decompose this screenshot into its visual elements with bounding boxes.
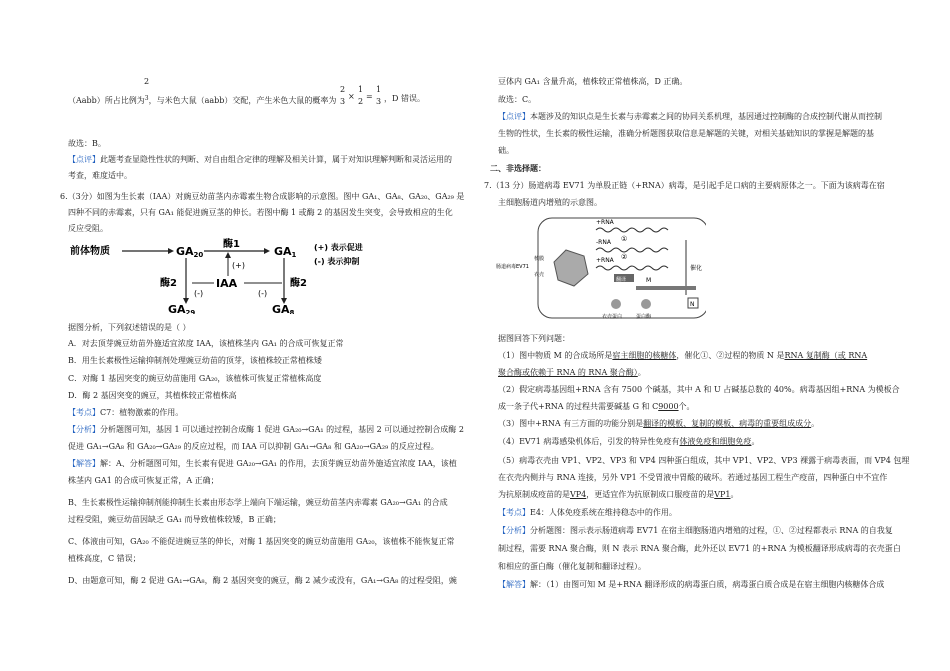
iaa-label: IAA <box>216 277 238 290</box>
fraction-denominator: 3 <box>144 95 149 102</box>
q6-answer: 故选：C。 <box>498 95 537 104</box>
legend-promote: (+) 表示促进 <box>314 243 363 252</box>
q6-solution-6: 植株高度，C 错误； <box>68 554 141 563</box>
ev71-replication-figure <box>496 210 706 322</box>
protease-label: 蛋白酶 <box>636 314 652 320</box>
q6-stem-2: 四种不同的赤霉素，只有 GA₁ 能促进豌豆茎的伸长。若图中酶 1 或酶 2 的基因发生突变，会导致相应的生化 <box>68 208 453 217</box>
answer-blank: 体液免疫和细胞免疫 <box>679 437 752 446</box>
q6-solution-4: 过程受阻，豌豆幼苗因缺乏 GA₁ 而导致植株较矮，B 正确； <box>68 515 281 524</box>
q6-stem-1: 6.（3分）如图为生长素（IAA）对豌豆幼苗茎内赤霉素生物合成影响的示意图。图中 GA₁、GA₈、GA₂₀、GA₂₉ 是 <box>60 192 465 201</box>
times-sign: × <box>348 92 355 101</box>
text: 。 <box>730 490 739 499</box>
comment-text: 本题涉及的知识点是生长素与赤霉素之间的协同关系机理，基因通过控制酶的合成控制代谢从而控制 <box>530 112 882 121</box>
q7-answer-3 <box>498 418 819 429</box>
answer-blank: 9000 <box>658 402 679 411</box>
q7-knowledge-point <box>498 507 677 518</box>
q6-ask: 据图分析，下列叙述错误的是（ ） <box>68 323 191 332</box>
promote-sign: (+) <box>232 261 245 270</box>
protease-icon <box>641 299 651 309</box>
solution-tag: 【解答】 <box>68 459 100 468</box>
q6-solution-2: 株茎内 GA1 的合成可恢复正常，A 正确； <box>68 476 219 485</box>
q6-solution-3: B、生长素极性运输抑制剂能抑制生长素由形态学上端向下端运输，豌豆幼苗茎内赤霉素 GA₂₀→GA₁ 的合成 <box>68 498 448 507</box>
ga8-label: GA8 <box>272 303 295 314</box>
q5-end-tail: ，D 错误。 <box>384 94 425 103</box>
inhibit-sign-left: (-) <box>194 289 204 298</box>
option-a: A．对去顶芽豌豆幼苗外施适宜浓度 IAA，该植株茎内 GA₁ 的合成可恢复正常 <box>68 339 344 348</box>
q6-solution-1 <box>68 458 457 469</box>
analysis-text: 分析题图可知，基因 1 可以通过控制合成酶 1 促进 GA₂₀→GA₁ 的过程，基因 2 可以通过控制合成酶 2 <box>100 425 464 434</box>
polyprotein-bar <box>636 286 696 290</box>
virus-label: 肠道病毒EV71 <box>496 264 529 270</box>
q7-solution-1 <box>498 579 884 590</box>
rna-label-1: +RNA <box>596 219 614 226</box>
legend-inhibit: (-) 表示抑制 <box>314 257 360 266</box>
text: （3）图中+RNA 有三方面的功能分别是 <box>498 419 644 428</box>
ga1-label: GA1 <box>274 245 297 259</box>
q7-answer-1b <box>498 367 646 378</box>
option-d: D．酶 2 基因突变的豌豆，其植株较正常植株高 <box>68 391 237 400</box>
precursor-label: 前体物质 <box>70 246 110 257</box>
enzyme1-label: 酶1 <box>223 239 240 250</box>
q6-comment-1 <box>498 111 882 122</box>
section-heading: 二、非选择题： <box>490 163 546 173</box>
frac-num-3: 1 <box>376 85 382 94</box>
analysis-text: 分析题图：图示表示肠道病毒 EV71 在宿主细胞肠道内增殖的过程，①、②过程都表示 RNA 的自我复 <box>530 526 893 535</box>
q7-answer-2b <box>498 401 695 412</box>
kp-text: E4：人体免疫系统在维持稳态中的作用。 <box>530 508 677 517</box>
answer-blank: 宿主细胞的核糖体 <box>612 351 677 360</box>
capsid-protein-label: 衣壳蛋白 <box>602 314 623 320</box>
q7-answer-2: （2）假定病毒基因组+RNA 含有 7500 个碱基，其中 A 和 U 占碱基总数的 40%。病毒基因组+RNA 为模板合 <box>498 385 900 394</box>
analysis-tag: 【分析】 <box>68 425 100 434</box>
comment-tag: 【点评】 <box>68 155 100 164</box>
q6-knowledge-point <box>68 407 183 418</box>
rna-strand-1 <box>596 228 668 232</box>
answer-blank: 聚合酶或依赖于 RNA 的 RNA 聚合酶） <box>498 368 638 377</box>
capsid-protein-icon <box>611 299 621 309</box>
rna-label-3: +RNA <box>596 257 614 264</box>
enzyme2-right: 酶2 <box>290 278 307 289</box>
rna-strand-2 <box>596 248 668 252</box>
answer-blank: RNA 复制酶（或 RNA <box>784 351 868 360</box>
capsid-label: 衣壳 <box>534 272 545 278</box>
q7-ask: 据图回答下列问题： <box>498 334 570 343</box>
answer-blank: VP1 <box>714 490 731 499</box>
solution-text: 解：A、分析题图可知，生长素有促进 GA₂₀→GA₁ 的作用，去顶芽豌豆幼苗外施适宜浓度 IAA，该植 <box>100 459 457 468</box>
inhibit-sign-right: (-) <box>258 289 268 298</box>
text: 成一条子代+RNA 的过程共需要碱基 G 和 C <box>498 402 659 411</box>
rna-strand-3 <box>596 266 668 270</box>
q6-solution-end: 豆体内 GA₁ 含量升高，植株较正常植株高，D 正确。 <box>498 77 688 86</box>
translate-label: 翻译 <box>616 277 627 283</box>
option-b: B．用生长素极性运输抑制剂处理豌豆幼苗的顶芽，该植株较正常植株矮 <box>68 356 322 365</box>
arrowhead <box>264 248 270 254</box>
text: （1）图中物质 M 的合成场所是 <box>498 351 613 360</box>
step-2-marker: ② <box>621 253 628 261</box>
kp-text: C7：植物激素的作用。 <box>100 408 184 417</box>
q7-analysis-1 <box>498 525 893 536</box>
q6-comment-3: 础。 <box>498 146 514 155</box>
q7-analysis-2: 制过程，需要 RNA 聚合酶，则 N 表示 RNA 聚合酶，此外还以 EV71 的+RNA 为模板翻译形成病毒的衣壳蛋白 <box>498 544 901 553</box>
text: （Aabb）所占比例为 <box>68 96 145 105</box>
arrowhead <box>225 252 231 258</box>
analysis-tag: 【分析】 <box>498 526 530 535</box>
frac-den-1: 3 <box>340 97 346 106</box>
rna-label-2: -RNA <box>596 239 611 246</box>
text: （4）EV71 病毒感染机体后，引发的特异性免疫有 <box>498 437 680 446</box>
solution-tag: 【解答】 <box>498 580 530 589</box>
text: ，催化①、②过程的物质 N 是 <box>676 351 785 360</box>
ga29-label: GA29 <box>168 303 196 314</box>
nucleus-label: 核膜 <box>534 256 545 262</box>
m-label: M <box>646 277 652 284</box>
q5-comment <box>68 154 452 165</box>
frac-den-2: 2 <box>358 97 364 106</box>
equals-sign: = <box>366 92 373 101</box>
text: 为抗原制成疫苗的是 <box>498 490 570 499</box>
q7-answer-5b: 在衣壳内侧并与 RNA 连接，另外 VP1 不受胃液中胃酸的破坏。若通过基因工程生产疫苗，四种蛋白中不宜作 <box>498 473 888 482</box>
q6-solution-7: D、由题意可知，酶 2 促进 GA₁→GA₈，酶 2 基因突变的豌豆，酶 2 减少或没有，GA₁→GA₈ 的过程受阻，豌 <box>68 576 457 585</box>
frac-num-2: 1 <box>358 85 364 94</box>
q7-answer-5: （5）病毒衣壳由 VP1、VP2、VP3 和 VP4 四种蛋白组成，其中 VP1、VP2、VP3 裸露于病毒表面，而 VP4 包埋 <box>498 456 910 465</box>
q7-answer-1 <box>498 350 867 361</box>
virus-particle-icon <box>554 250 588 286</box>
ga-pathway-diagram <box>68 236 368 314</box>
kp-tag: 【考点】 <box>498 508 530 517</box>
text: ，与米色大鼠（aabb）交配，产生米色大鼠的概率为 <box>148 96 337 105</box>
frac-den-3: 3 <box>376 97 382 106</box>
text: 。 <box>811 419 820 428</box>
text: ，更适宜作为抗原制成口服疫苗的是 <box>586 490 715 499</box>
q6-analysis-1 <box>68 424 464 435</box>
q7-stem-2: 主细胞肠道内增殖的示意图。 <box>498 198 602 207</box>
q6-comment-2: 生物的性状，生长素的极性运输，准确分析题图获取信息是解题的关键，对相关基础知识的掌握是解题的基 <box>498 129 874 138</box>
ga20-label: GA20 <box>176 245 204 259</box>
q7-stem-1: 7.（13 分）肠道病毒 EV71 为单股正链（+RNA）病毒，是引起手足口病的主要病原体之一。下面为该病毒在宿 <box>484 181 885 190</box>
enzyme2-left: 酶2 <box>160 278 177 289</box>
solution-text: 解：（1）由图可知 M 是+RNA 翻译形成的病毒蛋白质，病毒蛋白质合成是在宿主细胞内核糖体合成 <box>530 580 885 589</box>
q7-analysis-3: 和相应的蛋白酶（催化复制和翻译过程）。 <box>498 562 646 571</box>
frac-num-1: 2 <box>340 85 346 94</box>
text: 。 <box>751 437 760 446</box>
n-label: N <box>690 301 695 308</box>
answer-blank: 翻译的模板、复制的模板、病毒的重要组成成分 <box>643 419 812 428</box>
q7-answer-5c <box>498 489 739 500</box>
text: 。 <box>637 368 646 377</box>
fraction-numerator: 2 <box>144 77 150 86</box>
catalyze-label: 催化 <box>690 265 703 272</box>
kp-tag: 【考点】 <box>68 408 100 417</box>
q5-end-line <box>68 93 336 106</box>
arrowhead <box>168 248 174 254</box>
answer-blank: VP4 <box>570 490 587 499</box>
q6-solution-5: C、体液由可知，GA₂₀ 不能促进豌豆茎的伸长，对酶 1 基因突变的豌豆幼苗施用 GA₂₀，该植株不能恢复正常 <box>68 537 455 546</box>
q5-answer: 故选：B。 <box>68 139 106 148</box>
text: 个。 <box>678 402 695 411</box>
q7-answer-4 <box>498 436 759 447</box>
comment-text: 此题考查显隐性性状的判断、对自由组合定律的理解及相关计算，属于对知识理解判断和灵活运用的 <box>100 155 452 164</box>
step-1-marker: ① <box>621 235 628 243</box>
comment-tag: 【点评】 <box>498 112 530 121</box>
q5-comment-2: 考查，难度适中。 <box>68 171 132 180</box>
option-c: C．对酶 1 基因突变的豌豆幼苗施用 GA₂₀，该植株可恢复正常植株高度 <box>68 374 322 383</box>
q6-analysis-2: 促进 GA₁→GA₈ 和 GA₂₀→GA₂₉ 的反应过程，而 IAA 可以抑制 GA₁→GA₈ 和 GA₂₀→GA₂₉ 的反应过程。 <box>68 442 439 451</box>
q6-stem-3: 反应受阻。 <box>68 224 108 233</box>
